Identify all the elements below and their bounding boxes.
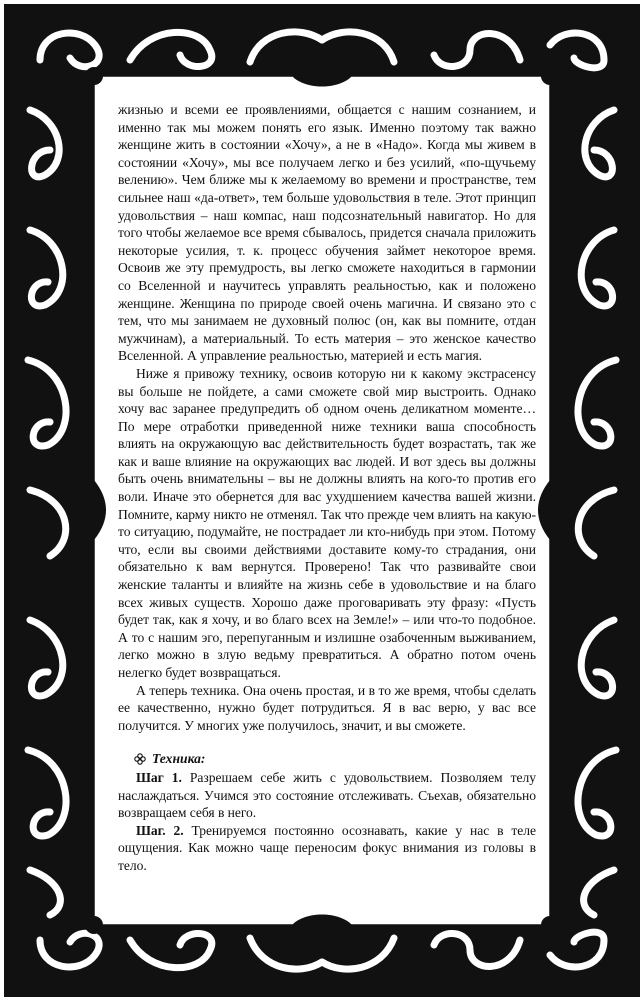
step-1-label: Шаг 1. bbox=[136, 769, 182, 785]
technique-heading bbox=[134, 750, 536, 768]
step-2-label: Шаг. 2. bbox=[136, 822, 184, 838]
step-2-text: Тренируемся постоянно осознавать, какие у нас в теле ощущения. Как можно чаще переносим фокус внимания из головы в тело. bbox=[118, 822, 536, 873]
technique-heading-text: Техника: bbox=[152, 751, 206, 767]
paragraph-1: жизнью и всеми ее проявлениями, общается с нашим сознанием, и именно так мы можем понять его язык. Именно поэтому так важно женщине жить в состоянии «Хочу», а не в «Надо». Когда мы живем в состоянии «Хочу», мы все получаем легко и без усилий, «по-щучьему велению». Чем ближе мы к желаемому во времени и пространстве, тем сильнее наш «да-ответ», тем больше удовольствия в теле. Этот принцип удовольствия – наш компас, наш подсознательный навигатор. Но для того чтобы желаемое все время сбывалось, придется сначала приложить некоторые усилия, т. к. процесс обучения займет некоторое время. Освоив же эту премудрость, вы легко сможете находиться в гармонии со Вселенной и научитесь управлять реальностью, как и положено женщине. Женщина по природе своей очень магична. И связано это с тем, что мы занимаем не духовный полюс (он, как вы помните, отдан мужчинам), а материальный. То есть материя – это женское качество Вселенной. А управление реальностью, материей и есть магия. bbox=[118, 102, 536, 364]
page-text bbox=[118, 101, 536, 875]
flower-icon bbox=[134, 753, 146, 765]
paragraph-2: Ниже я привожу технику, освоив которую ни к какому экстрасенсу вы больше не пойдете, а сами сможете свой мир выстроить. Однако хочу вас заранее предупредить об одном очень деликатном моменте… По мере отработки приведенной ниже техники ваша способность влиять на окружающую вас действительность будет возрастать, так же как и ваше влияние на окружающих вас людей. И вот здесь вы должны быть очень внимательны – вы не должны влиять на кого-то против его воли. Иначе это обернется для вас ухудшением качества вашей жизни. Помните, карму никто не отменял. Так что прежде чем влиять на какую-то ситуацию, подумайте, не пострадает ли кто-нибудь при этом. Потому что, если вы своими действиями доставите кому-то страдания, они обязательно к вам вернутся. Проверено! Так что развивайте свои женские таланты и влияйте на жизнь себе в удовольствие и на благо всех живых существ. Хорошо даже проговаривать эту фразу: «Пусть будет так, как я хочу, и во благо всех на Земле!» – или что-то подобное. А то с нашим эго, перепуганным и излишне озабоченным выживанием, легко можно в злую ведьму превратиться. А обратно потом очень нелегко будет возвращаться. bbox=[118, 365, 536, 680]
step-2 bbox=[118, 822, 536, 875]
step-1-text: Разрешаем себе жить с удовольствием. Позволяем телу наслаждаться. Учимся это состояние отслеживать. Съехав, обязательно возвращаем себя в него. bbox=[118, 769, 536, 821]
page-number: 10 bbox=[312, 912, 332, 933]
paragraph-3: А теперь техника. Она очень простая, и в то же время, чтобы сделать ее качественно, нужно будет потрудиться. Я в вас верю, у вас все получится. У многих уже получилось, значит, и вы сможете. bbox=[118, 682, 536, 733]
step-1 bbox=[118, 769, 536, 822]
